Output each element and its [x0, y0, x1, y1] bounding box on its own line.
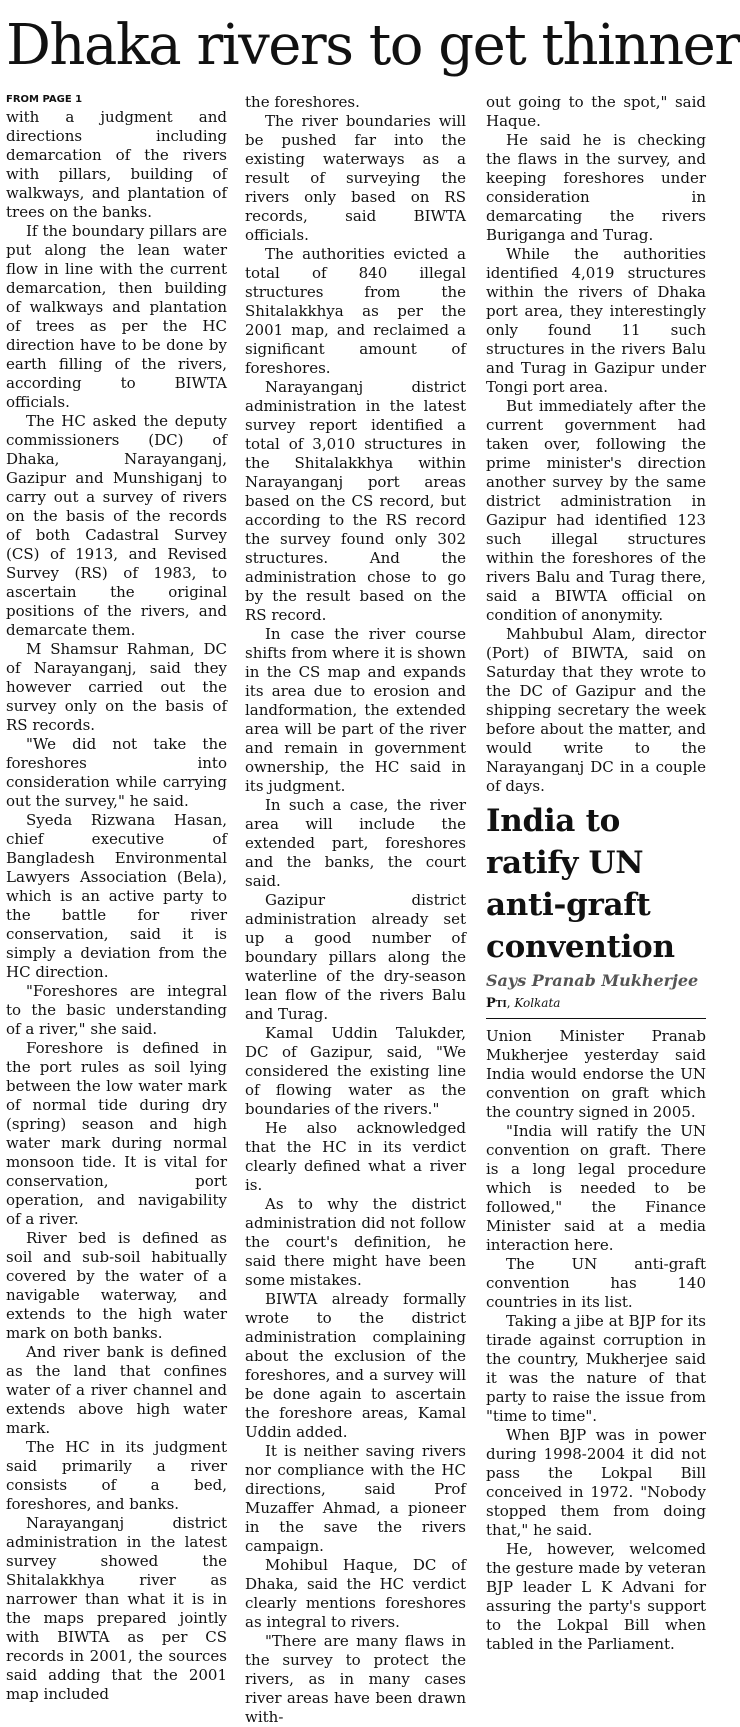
story1-paragraph: Foreshore is defined in the port rules as soil lying between the low water mark of normal tide during dry (spring) season and high water mark during normal monsoon tide. It is vital for conservation, port operation, and navigability of a river. — [6, 1039, 227, 1228]
story2-agency: Pti — [486, 996, 507, 1011]
story1-paragraph: "Foreshores are integral to the basic understanding of a river," she said. — [6, 982, 227, 1038]
story1-paragraph: And river bank is defined as the land that confines water of a river channel and extends above high water mark. — [6, 1343, 227, 1437]
story1-paragraph: While the authorities identified 4,019 structures within the rivers of Dhaka port area, they interestingly only found 11 such structures in the rivers Balu and Turag in Gazipur under Tongi port area. — [486, 245, 706, 396]
story2-paragraph: When BJP was in power during 1998-2004 it did not pass the Lokpal Bill conceived in 1972. "Nobody stopped them from doing that," he said. — [486, 1426, 706, 1539]
page-headline: Dhaka rivers to get thinner — [6, 13, 740, 78]
story1-paragraph: River bed is defined as soil and sub-soil habitually covered by the water of a navigable waterway, and extends to the high water mark on both banks. — [6, 1229, 227, 1342]
story1-paragraph: out going to the spot," said Haque. — [486, 93, 706, 130]
story1-paragraph: Narayanganj district administration in the latest survey report identified a total of 3,010 structures in the Shitalakkhya within Narayanganj port areas based on the CS record, but according to the RS record the survey found only 302 structures. And the administration chose to go by the result based on the RS record. — [245, 378, 466, 624]
story1-paragraph: with a judgment and directions including demarcation of the rivers with pillars, building of walkways, and plantation of trees on the banks. — [6, 108, 227, 221]
story1-paragraph: It is neither saving rivers nor compliance with the HC directions, said Prof Muzaffer Ahmad, a pioneer in the save the rivers campaign. — [245, 1442, 466, 1555]
story1-paragraph: Kamal Uddin Talukder, DC of Gazipur, said, "We considered the existing line of flowing water as the boundaries of the rivers." — [245, 1024, 466, 1118]
story1-paragraph: Mahbubul Alam, director (Port) of BIWTA, said on Saturday that they wrote to the DC of Gazipur and the shipping secretary the week before about the matter, and would write to the Narayanganj DC in a couple of days. — [486, 625, 706, 795]
story2-paragraph: Union Minister Pranab Mukherjee yesterday said India would endorse the UN convention on graft which the country signed in 2005. — [486, 1027, 706, 1121]
story1-paragraph: Syeda Rizwana Hasan, chief executive of Bangladesh Environmental Lawyers Association (Bela), which is an active party to the battle for river conservation, said it is simply a deviation from the HC direction. — [6, 811, 227, 981]
story1-paragraph: The HC asked the deputy commissioners (DC) of Dhaka, Narayanganj, Gazipur and Munshiganj to carry out a survey of rivers on the basis of the records of both Cadastral Survey (CS) of 1913, and Revised Survey (RS) of 1983, to ascertain the original positions of the rivers, and demarcate them. — [6, 412, 227, 639]
story2-body — [486, 1027, 706, 1654]
story1-column-1 — [6, 93, 227, 1703]
story1-paragraph: "There are many flaws in the survey to protect the rivers, as in many cases river areas have been drawn with- — [245, 1632, 466, 1726]
story2-headline: India to ratify UN anti-graft convention — [486, 803, 675, 965]
story1-paragraph: As to why the district administration did not follow the court's definition, he said there might have been some mistakes. — [245, 1195, 466, 1289]
story2-paragraph: The UN anti-graft convention has 140 countries in its list. — [486, 1255, 706, 1311]
column-3 — [486, 93, 706, 1673]
story1-paragraph: BIWTA already formally wrote to the district administration complaining about the exclusion of the foreshores, and a survey will be done again to ascertain the foreshore areas, Kamal Uddin added. — [245, 1290, 466, 1441]
story1-paragraph: But immediately after the current government had taken over, following the prime minister's direction another survey by the same district administration in Gazipur had identified 123 such illegal structures within the foreshores of the rivers Balu and Turag there, said a BIWTA official on condition of anonymity. — [486, 397, 706, 624]
story1-paragraph: The HC in its judgment said primarily a river consists of a bed, foreshores, and banks. — [6, 1438, 227, 1513]
story2-paragraph: "India will ratify the UN convention on graft. There is a long legal procedure which is needed to be followed," the Finance Minister said at a media interaction here. — [486, 1122, 706, 1254]
story1-paragraph: Narayanganj district administration in the latest survey showed the Shitalakkhya river as narrower than what it is in the maps prepared jointly with BIWTA as per CS records in 2001, the sources said adding that the 2001 map included — [6, 1514, 227, 1703]
story2-paragraph: He, however, welcomed the gesture made by veteran BJP leader L K Advani for assuring the party's support to the Lokpal Bill when tabled in the Parliament. — [486, 1540, 706, 1653]
story1-paragraph: He said he is checking the flaws in the survey, and keeping foreshores under consideration in demarcating the rivers Buriganga and Turag. — [486, 131, 706, 244]
story1-paragraph: "We did not take the foreshores into consideration while carrying out the survey," he said. — [6, 735, 227, 810]
story1-paragraph: In such a case, the river area will include the extended part, foreshores and the banks, the court said. — [245, 796, 466, 890]
story1-paragraph: Gazipur district administration already set up a good number of boundary pillars along the waterline of the dry-season lean flow of the rivers Balu and Turag. — [245, 891, 466, 1023]
kicker-from-page-1: FROM PAGE 1 — [6, 94, 83, 105]
story1-paragraph: He also acknowledged that the HC in its verdict clearly defined what a river is. — [245, 1119, 466, 1194]
story2-paragraph: Taking a jibe at BJP for its tirade against corruption in the country, Mukherjee said it was the nature of that party to raise the issue from "time to time". — [486, 1312, 706, 1425]
story1-paragraph: Mohibul Haque, DC of Dhaka, said the HC verdict clearly mentions foreshores as integral to rivers. — [245, 1556, 466, 1631]
story2-deck: Says Pranab Mukherjee — [486, 971, 699, 990]
story1-paragraph: The authorities evicted a total of 840 illegal structures from the Shitalakkhya as per the 2001 map, and reclaimed a significant amount of foreshores. — [245, 245, 466, 377]
story1-column-2 — [245, 93, 466, 1726]
story2-place: Kolkata — [514, 996, 561, 1010]
story1-paragraph: In case the river course shifts from where it is shown in the CS map and expands its area due to erosion and landformation, the extended area will be part of the river and remain in government ownership, the HC said in its judgment. — [245, 625, 466, 795]
story1-paragraph: M Shamsur Rahman, DC of Narayanganj, said they however carried out the survey only on the basis of RS records. — [6, 640, 227, 734]
story1-paragraph: The river boundaries will be pushed far into the existing waterways as a result of surveying the rivers only based on RS records, said BIWTA officials. — [245, 112, 466, 244]
story1-paragraph: If the boundary pillars are put along the lean water flow in line with the current demarcation, then building of walkways and plantation of trees as per the HC direction have to be done by earth filling of the rivers, according to BIWTA officials. — [6, 222, 227, 411]
story2-byline: Pti, Kolkata — [486, 995, 706, 1019]
story1-paragraph: the foreshores. — [245, 93, 360, 111]
